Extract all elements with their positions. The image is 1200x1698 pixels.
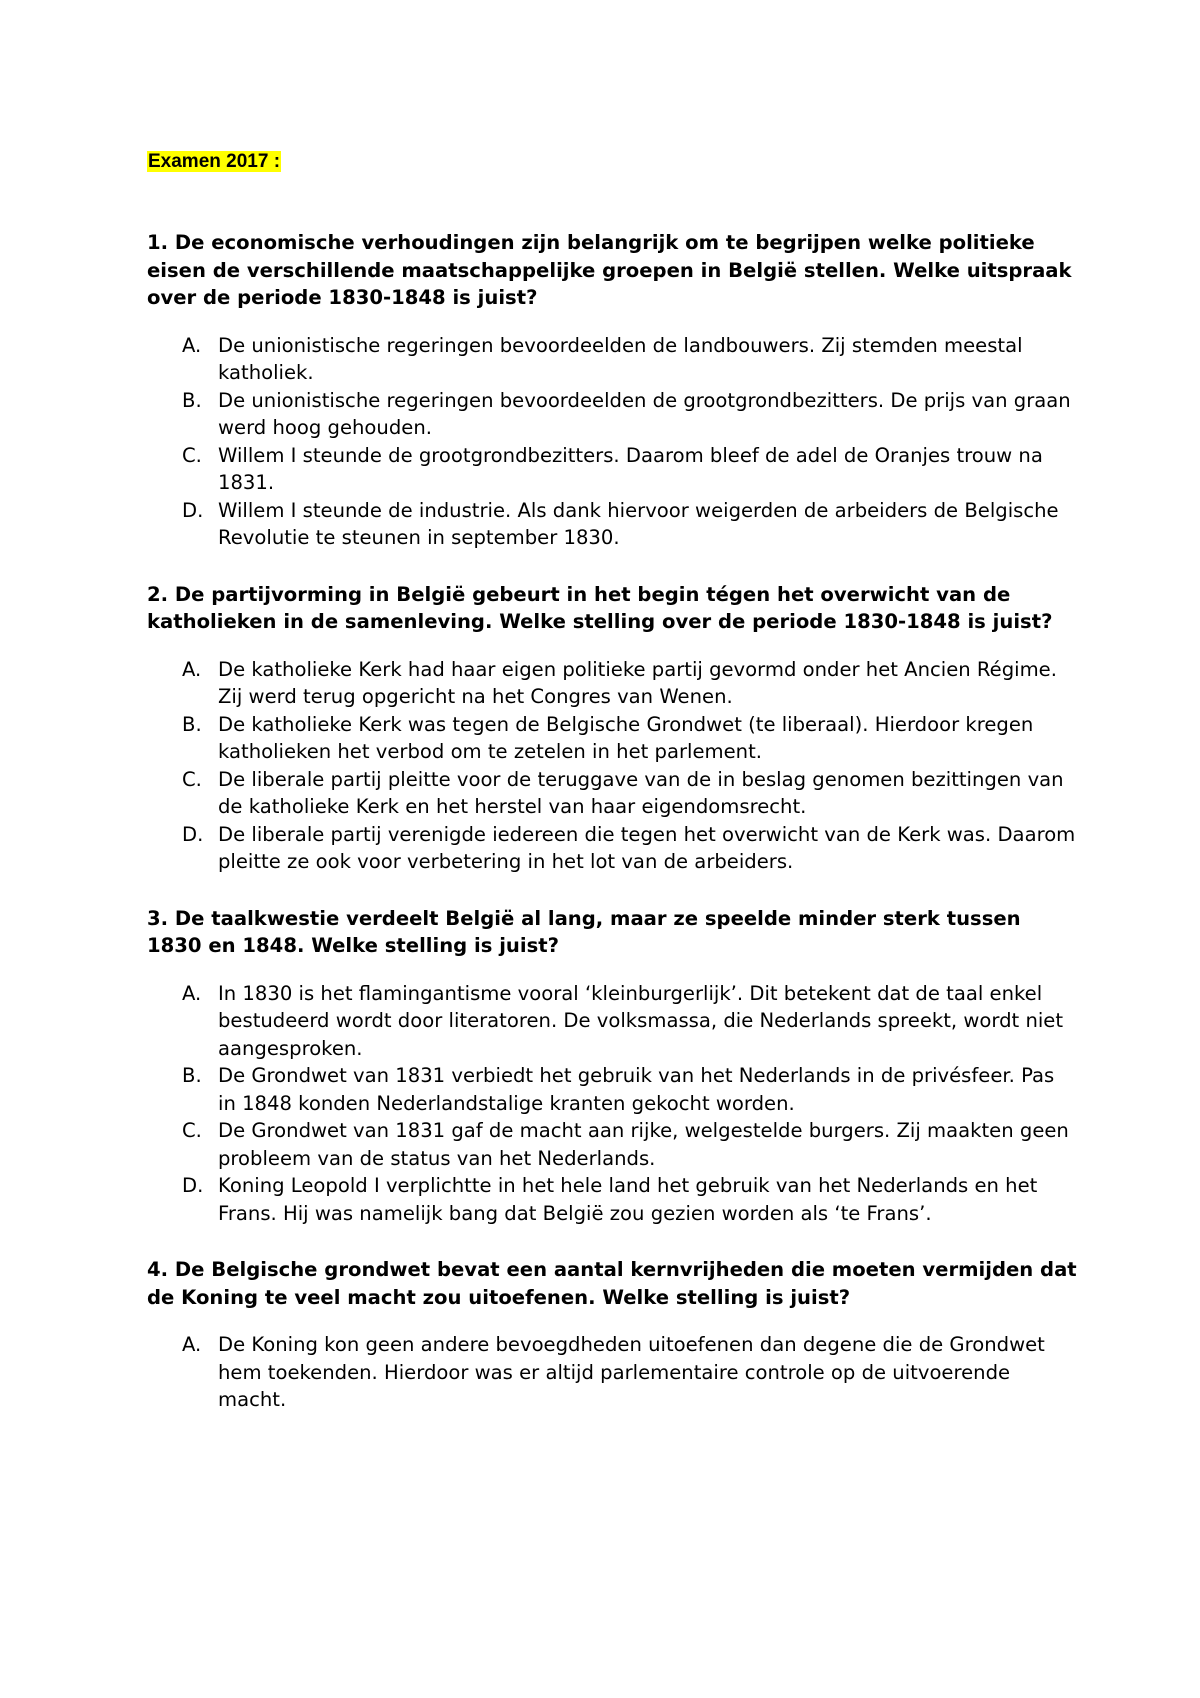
option-text: De katholieke Kerk had haar eigen politieke partij gevormd onder het Ancien Régime. Zij werd terug opgericht na het Congres van Wenen. xyxy=(218,657,1057,708)
option-letter: D. xyxy=(182,1174,204,1197)
answer-option xyxy=(147,711,1077,766)
option-text: Willem I steunde de grootgrondbezitters. Daarom bleef de adel de Oranjes trouw na 1831. xyxy=(218,443,1043,494)
answer-option xyxy=(147,387,1077,442)
question-1: 1. De economische verhoudingen zijn belangrijk om te begrijpen welke politieke eisen de verschillende maatschappelijke groepen in België stellen. Welke uitspraak over de periode 1830-1848 is juist? xyxy=(147,231,1072,309)
answer-option xyxy=(147,497,1077,552)
option-letter: C. xyxy=(182,767,202,791)
option-letter: C. xyxy=(182,443,202,467)
answer-option xyxy=(147,1117,1077,1172)
option-letter: A. xyxy=(182,333,202,357)
option-letter: A. xyxy=(182,657,202,681)
answer-option xyxy=(147,1062,1077,1117)
question-2: 2. De partijvorming in België gebeurt in het begin tégen het overwicht van de katholieken in de samenleving. Welke stelling over de periode 1830-1848 is juist? xyxy=(147,582,1053,633)
option-letter: D. xyxy=(182,498,204,522)
answer-option xyxy=(147,821,1077,876)
option-text: De unionistische regeringen bevoordeelden de landbouwers. Zij stemden meestal katholiek. xyxy=(218,333,1023,384)
option-text: De Grondwet van 1831 verbiedt het gebruik van het Nederlands in de privésfeer. Pas in 1848 konden Nederlandstalige kranten gekocht worden. xyxy=(218,1064,1055,1115)
option-letter: D. xyxy=(182,822,204,846)
question-2-options xyxy=(147,656,1077,876)
exam-title xyxy=(147,150,1077,174)
option-letter: C. xyxy=(182,1119,202,1142)
option-text: Willem I steunde de industrie. Als dank hiervoor weigerden de arbeiders de Belgische Revolutie te steunen in september 1830. xyxy=(218,498,1059,549)
answer-option xyxy=(147,766,1077,821)
option-text: De katholieke Kerk was tegen de Belgische Grondwet (te liberaal). Hierdoor kregen katholieken het verbod om te zetelen in het parlement. xyxy=(218,712,1034,763)
question-3: 3. De taalkwestie verdeelt België al lang, maar ze speelde minder sterk tussen 1830 en 1848. Welke stelling is juist? xyxy=(147,906,1021,957)
option-letter: B. xyxy=(182,712,202,736)
option-text: De Koning kon geen andere bevoegdheden uitoefenen dan degene die de Grondwet hem toekenden. Hierdoor was er altijd parlementaire controle op de uitvoerende macht. xyxy=(218,1333,1045,1411)
option-letter: B. xyxy=(182,388,202,412)
option-text: De unionistische regeringen bevoordeelden de grootgrondbezitters. De prijs van graan werd hoog gehouden. xyxy=(218,388,1071,439)
answer-option xyxy=(147,656,1077,711)
document-page xyxy=(147,150,1077,1443)
answer-option xyxy=(147,332,1077,387)
option-text: De liberale partij pleitte voor de teruggave van de in beslag genomen bezittingen van de katholieke Kerk en het herstel van haar eigendomsrecht. xyxy=(218,767,1064,818)
option-text: In 1830 is het flamingantisme vooral ‘kleinburgerlijk’. Dit betekent dat de taal enkel bestudeerd wordt door literatoren. De volksmassa, die Nederlands spreekt, wordt niet aangesproken. xyxy=(218,981,1064,1060)
option-text: Koning Leopold I verplichtte in het hele land het gebruik van het Nederlands en het Frans. Hij was namelijk bang dat België zou gezien worden als ‘te Frans’. xyxy=(218,1174,1038,1225)
option-letter: B. xyxy=(182,1064,202,1087)
option-text: De liberale partij verenigde iedereen die tegen het overwicht van de Kerk was. Daarom pleitte ze ook voor verbetering in het lot van de arbeiders. xyxy=(218,822,1076,873)
question-1-options xyxy=(147,332,1077,552)
answer-option xyxy=(147,1172,1077,1227)
question-3-options xyxy=(147,980,1077,1228)
option-letter: A. xyxy=(182,981,202,1005)
answer-option xyxy=(147,980,1077,1063)
answer-option xyxy=(147,442,1077,497)
answer-option xyxy=(147,1331,1077,1414)
option-text: De Grondwet van 1831 gaf de macht aan rijke, welgestelde burgers. Zij maakten geen probleem van de status van het Nederlands. xyxy=(218,1119,1069,1170)
exam-title-text: Examen 2017 : xyxy=(148,151,281,172)
question-4: 4. De Belgische grondwet bevat een aantal kernvrijheden die moeten vermijden dat de Koning te veel macht zou uitoefenen. Welke stelling is juist? xyxy=(147,1258,1077,1309)
question-4-options xyxy=(147,1331,1077,1414)
option-letter: A. xyxy=(182,1333,202,1356)
